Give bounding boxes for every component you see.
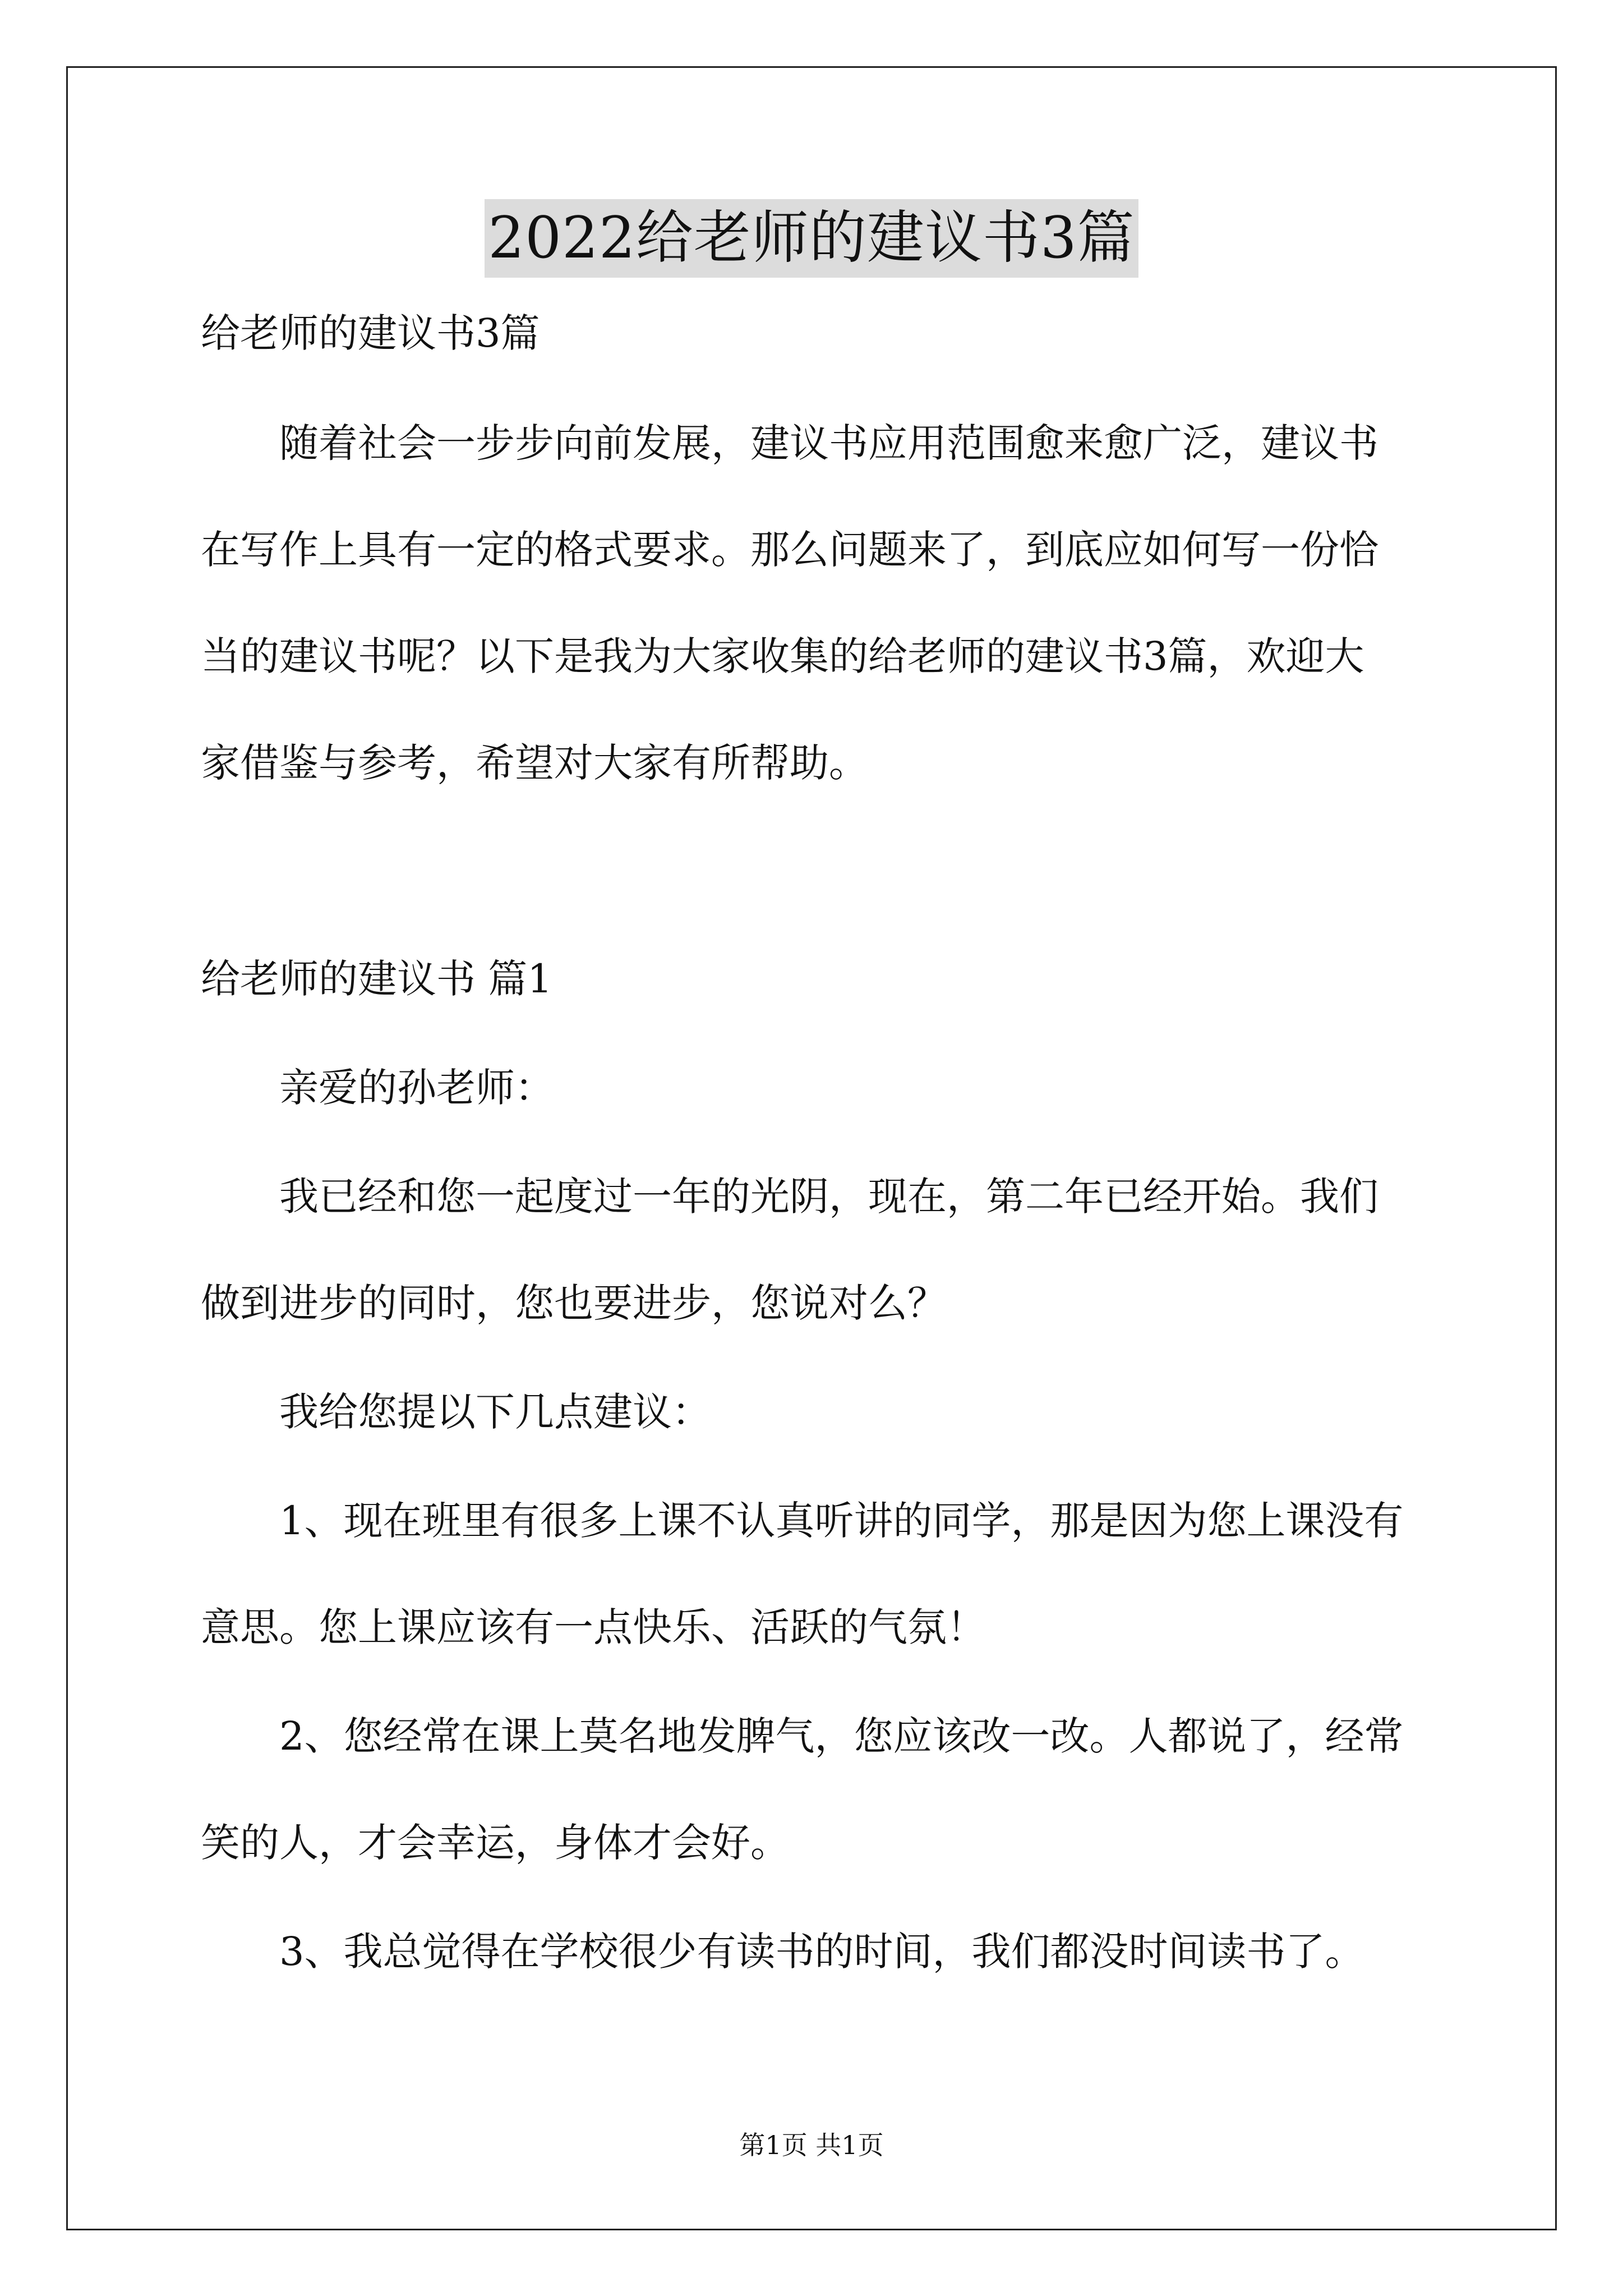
intro-line: 当的建议书呢？以下是我为大家收集的给老师的建议书3篇，欢迎大: [201, 633, 1364, 679]
paragraph-line: 做到进步的同时，您也要进步，您说对么？: [201, 1280, 947, 1326]
title-container: [0, 199, 1623, 278]
paragraph-2: 我给您提以下几点建议：: [201, 1389, 711, 1435]
point-3: 3、我总觉得在学校很少有读书的时间，我们都没时间读书了。: [201, 1929, 1364, 1975]
intro-line: 家借鉴与参考，希望对大家有所帮助。: [201, 740, 868, 786]
subtitle: 给老师的建议书3篇: [201, 310, 540, 356]
salutation: 亲爱的孙老师：: [201, 1065, 554, 1111]
page-footer: 第1页 共1页: [739, 2130, 884, 2160]
paragraph-line: 我已经和您一起度过一年的光阴，现在，第二年已经开始。我们: [201, 1174, 1378, 1220]
paragraph-line: 2、您经常在课上莫名地发脾气，您应该改一改。人都说了，经常: [201, 1713, 1404, 1759]
document-title: 2022给老师的建议书3篇: [485, 199, 1138, 278]
section-heading: 给老师的建议书 篇1: [201, 956, 552, 1002]
paragraph-line: 意思。您上课应该有一点快乐、活跃的气氛！: [201, 1604, 986, 1650]
point-1: [201, 1493, 1430, 1655]
paragraph-line: 1、现在班里有很多上课不认真听讲的同学，那是因为您上课没有: [201, 1498, 1404, 1544]
intro-line: 随着社会一步步向前发展，建议书应用范围愈来愈广泛，建议书: [201, 420, 1378, 466]
document-body: [201, 306, 1430, 1979]
intro-line: 在写作上具有一定的格式要求。那么问题来了，到底应如何写一份恰: [201, 527, 1378, 573]
paragraph-1: [201, 1169, 1430, 1331]
intro-paragraph: [201, 416, 1430, 790]
paragraph-line: 笑的人，才会幸运，身体才会好。: [201, 1820, 790, 1866]
point-2: [201, 1709, 1430, 1870]
